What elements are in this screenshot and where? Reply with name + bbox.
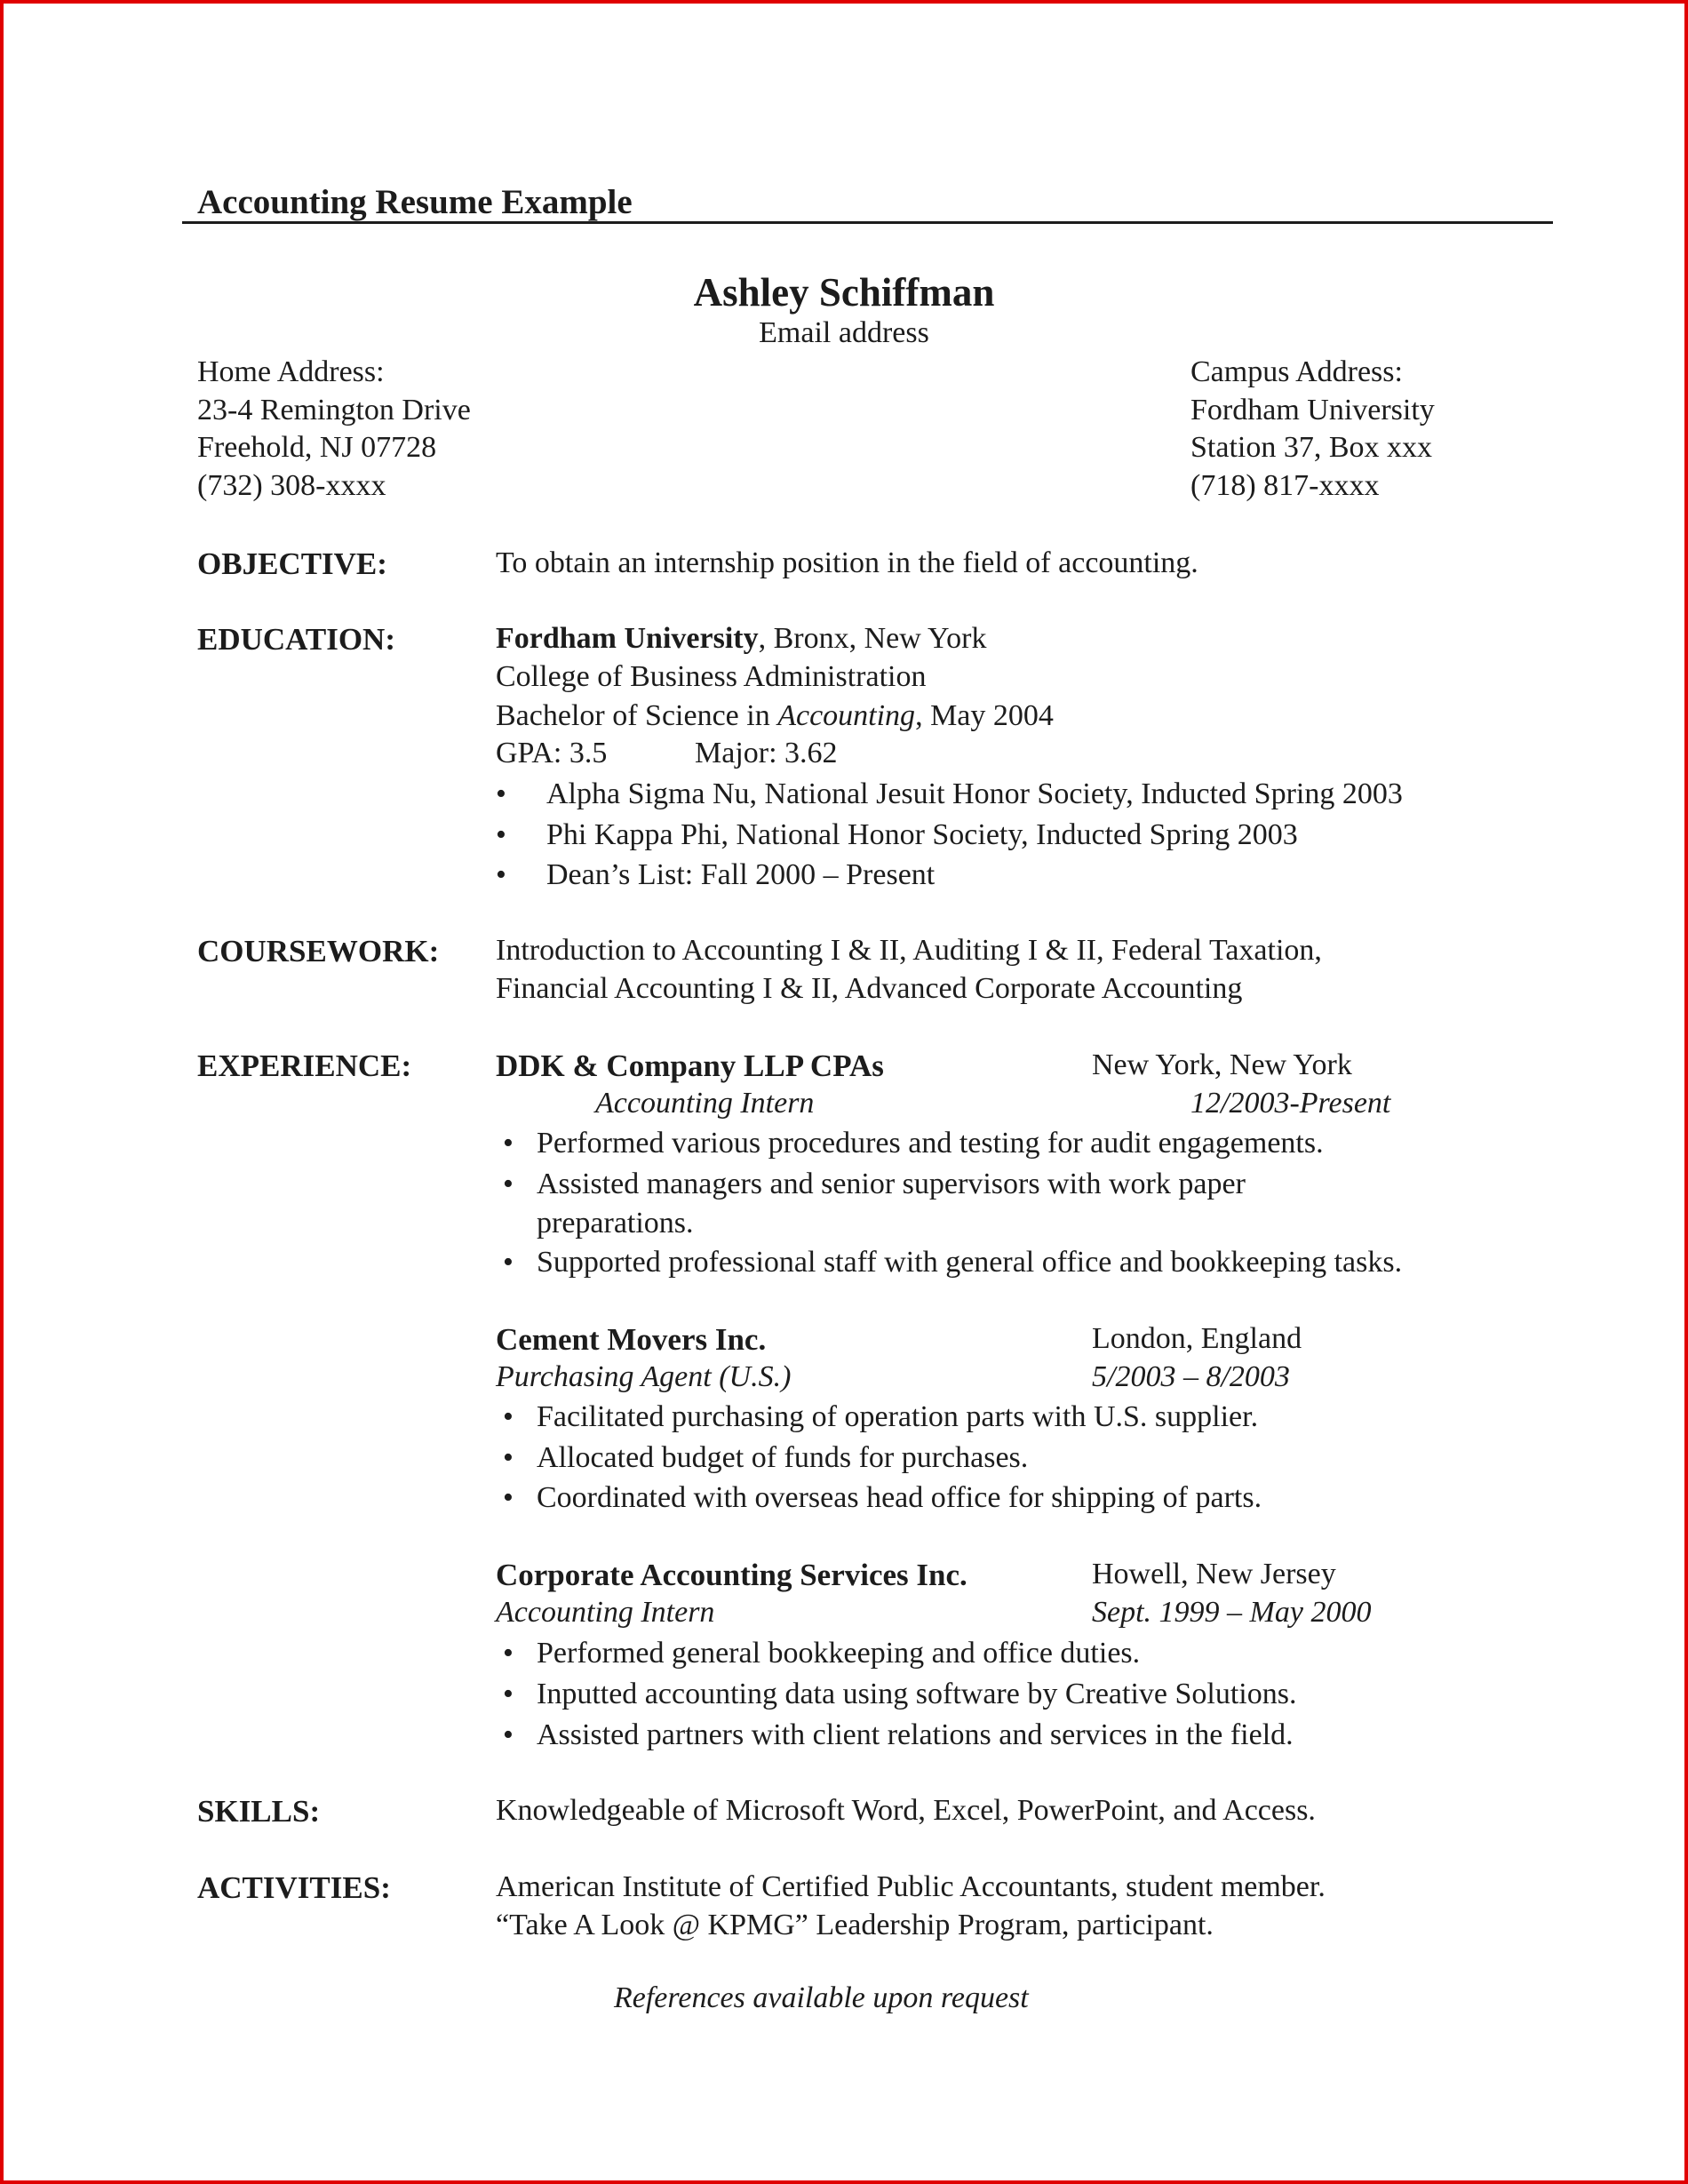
job-bullet: • — [503, 1678, 514, 1710]
degree-prefix: Bachelor of Science in — [496, 699, 778, 732]
job-bullet: • — [503, 1400, 514, 1433]
honor-bullet: • — [496, 777, 506, 810]
activities-line: “Take A Look @ KPMG” Leadership Program, participant. — [496, 1909, 1214, 1941]
job-bullet: • — [503, 1441, 514, 1474]
campus-phone: (718) 817-xxxx — [1190, 469, 1380, 502]
honor-bullet: • — [496, 858, 506, 891]
home-phone: (732) 308-xxxx — [197, 469, 386, 502]
home-street: 23-4 Remington Drive — [197, 394, 471, 426]
job-title: Purchasing Agent (U.S.) — [496, 1360, 792, 1393]
home-city: Freehold, NJ 07728 — [197, 431, 437, 464]
objective-heading: OBJECTIVE: — [197, 546, 387, 581]
job-duty: Assisted partners with client relations and services in the field. — [537, 1718, 1294, 1751]
major-gpa: Major: 3.62 — [695, 737, 838, 769]
job-duty: Performed general bookkeeping and office duties. — [537, 1637, 1141, 1670]
skills-text: Knowledgeable of Microsoft Word, Excel, PowerPoint, and Access. — [496, 1794, 1316, 1827]
coursework-line: Introduction to Accounting I & II, Auditing I & II, Federal Taxation, — [496, 934, 1322, 967]
gpa: GPA: 3.5 — [496, 737, 608, 769]
education-school-line — [496, 624, 987, 654]
references-note: References available upon request — [614, 1981, 1029, 2014]
job-bullet: • — [503, 1127, 514, 1160]
degree-date: , May 2004 — [915, 699, 1054, 732]
objective-text: To obtain an internship position in the field of accounting. — [496, 546, 1198, 579]
coursework-heading: COURSEWORK: — [197, 934, 440, 968]
coursework-line: Financial Accounting I & II, Advanced Corporate Accounting — [496, 972, 1243, 1005]
education-degree-line — [496, 701, 1054, 731]
job-bullet: • — [503, 1481, 514, 1514]
job-company: Corporate Accounting Services Inc. — [496, 1558, 967, 1592]
activities-line: American Institute of Certified Public Accountants, student member. — [496, 1870, 1326, 1903]
job-duty: Allocated budget of funds for purchases. — [537, 1441, 1029, 1474]
campus-address-label: Campus Address: — [1190, 355, 1403, 388]
honor-item: Phi Kappa Phi, National Honor Society, Inducted Spring 2003 — [546, 818, 1298, 851]
education-school: Fordham University — [496, 622, 759, 655]
job-duty: Supported professional staff with general office and bookkeeping tasks. — [537, 1246, 1403, 1279]
degree-major: Accounting — [777, 699, 916, 732]
activities-heading: ACTIVITIES: — [197, 1870, 391, 1905]
job-title: Accounting Intern — [595, 1087, 815, 1120]
job-duty-continued: preparations. — [537, 1207, 694, 1239]
job-duty: Assisted managers and senior supervisors with work paper — [537, 1168, 1246, 1200]
page-title: Accounting Resume Example — [197, 183, 633, 221]
experience-heading: EXPERIENCE: — [197, 1048, 412, 1083]
home-address-label: Home Address: — [197, 355, 385, 388]
job-dates: 5/2003 – 8/2003 — [1092, 1360, 1290, 1393]
job-location: New York, New York — [1092, 1048, 1352, 1081]
job-duty: Performed various procedures and testing for audit engagements. — [537, 1127, 1324, 1160]
job-duty: Inputted accounting data using software by Creative Solutions. — [537, 1678, 1297, 1710]
job-bullet: • — [503, 1637, 514, 1670]
honor-bullet: • — [496, 818, 506, 851]
job-title: Accounting Intern — [496, 1596, 715, 1629]
honor-item: Alpha Sigma Nu, National Jesuit Honor Society, Inducted Spring 2003 — [546, 777, 1403, 810]
applicant-name: Ashley Schiffman — [693, 270, 995, 315]
campus-station: Station 37, Box xxx — [1190, 431, 1433, 464]
job-bullet: • — [503, 1718, 514, 1751]
job-dates: Sept. 1999 – May 2000 — [1092, 1596, 1372, 1629]
job-location: London, England — [1092, 1322, 1302, 1355]
education-location: , Bronx, New York — [758, 622, 987, 655]
job-duty: Coordinated with overseas head office for shipping of parts. — [537, 1481, 1262, 1514]
campus-school: Fordham University — [1190, 394, 1435, 426]
job-duty: Facilitated purchasing of operation parts with U.S. supplier. — [537, 1400, 1259, 1433]
title-rule — [182, 221, 1553, 224]
education-heading: EDUCATION: — [197, 622, 395, 657]
honor-item: Dean’s List: Fall 2000 – Present — [546, 858, 936, 891]
education-college: College of Business Administration — [496, 660, 927, 693]
job-bullet: • — [503, 1168, 514, 1200]
job-dates: 12/2003-Present — [1190, 1087, 1391, 1120]
job-location: Howell, New Jersey — [1092, 1558, 1336, 1590]
job-company: Cement Movers Inc. — [496, 1322, 767, 1357]
skills-heading: SKILLS: — [197, 1794, 321, 1829]
email-address: Email address — [759, 316, 929, 349]
job-bullet: • — [503, 1246, 514, 1279]
job-company: DDK & Company LLP CPAs — [496, 1048, 884, 1083]
